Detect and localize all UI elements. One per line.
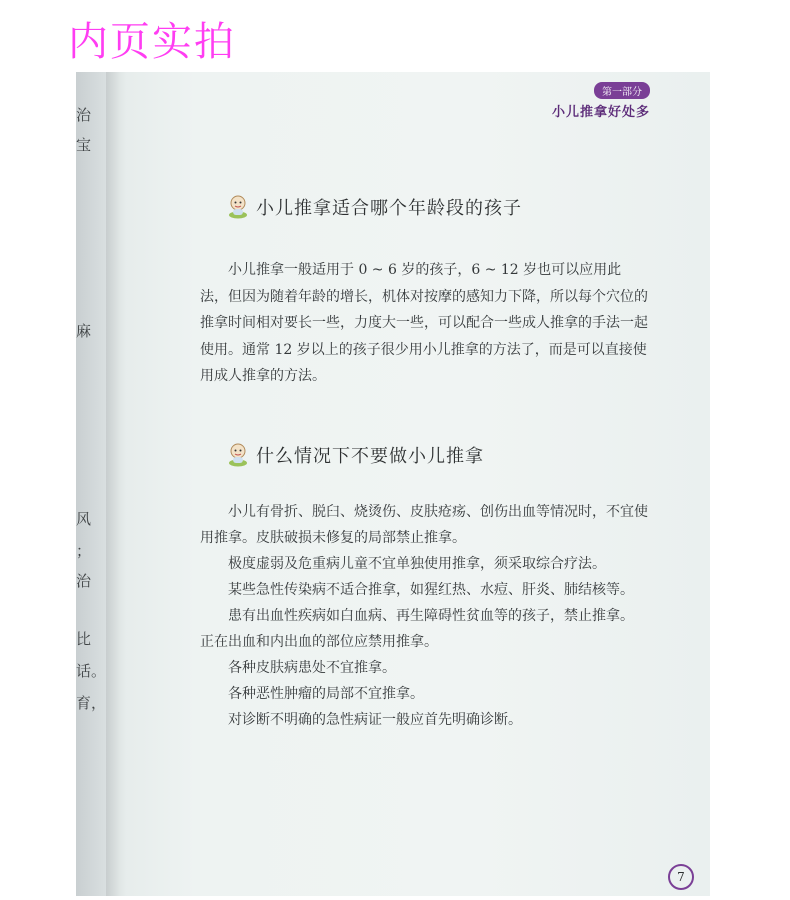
list-item: 正在出血和内出血的部位应禁用推拿。 [200, 634, 438, 650]
section-heading-2 [226, 442, 484, 468]
running-header [552, 80, 650, 120]
prev-page-char: 比 [76, 630, 92, 648]
baby-icon [226, 194, 250, 220]
list-item: 小儿有骨折、脱臼、烧烫伤、皮肤疮疡、创伤出血等情况时，不宜使用推拿。皮肤破损未修复的局部禁止推拿。 [200, 504, 648, 546]
prev-page-char: 治 [76, 106, 92, 124]
prev-page-char: 话。 [76, 662, 107, 680]
list-item: 患有出血性疾病如白血病、再生障碍性贫血等的孩子，禁止推拿。 [228, 608, 634, 624]
list-item: 极度虚弱及危重病儿童不宜单独使用推拿，须采取综合疗法。 [228, 556, 606, 572]
list-item: 对诊断不明确的急性病证一般应首先明确诊断。 [228, 712, 522, 728]
list-item: 各种恶性肿瘤的局部不宜推拿。 [228, 686, 424, 702]
section-title: 什么情况下不要做小儿推拿 [256, 446, 484, 467]
running-title: 小儿推拿好处多 [551, 105, 650, 120]
list-item: 某些急性传染病不适合推拿，如猩红热、水痘、肝炎、肺结核等。 [228, 582, 634, 598]
paragraph-text: 小儿推拿一般适用于 0 ~ 6 岁的孩子，6 ~ 12 岁也可以应用此法，但因为随着年龄的增长，机体对按摩的感知力下降，所以每个穴位的推拿时间相对要长一些，力度大一些，可以配合一些成人推拿的手法一起使用。通常 12 岁以上的孩子很少用小儿推拿的方法了，而是可以直接使用成人推拿的方法。 [200, 262, 648, 384]
contraindication-list [200, 499, 648, 733]
part-badge: 第一部分 [594, 82, 650, 99]
prev-page-char: ； [76, 542, 92, 560]
book-page-photo [76, 72, 710, 896]
section-title: 小儿推拿适合哪个年龄段的孩子 [256, 198, 522, 219]
gutter-shadow [106, 72, 126, 896]
list-item: 各种皮肤病患处不宜推拿。 [228, 660, 396, 676]
prev-page-char: 育， [76, 694, 107, 712]
prev-page-char: 宝 [76, 136, 92, 154]
banner-title: 内页实拍 [68, 19, 236, 65]
prev-page-char: 风 [76, 510, 92, 528]
page-number: 7 [668, 864, 694, 890]
prev-page-char: 麻 [76, 322, 92, 340]
section-heading-1 [226, 194, 522, 220]
prev-page-char: 治 [76, 572, 92, 590]
section-1-paragraph [200, 257, 648, 390]
baby-icon [226, 442, 250, 468]
